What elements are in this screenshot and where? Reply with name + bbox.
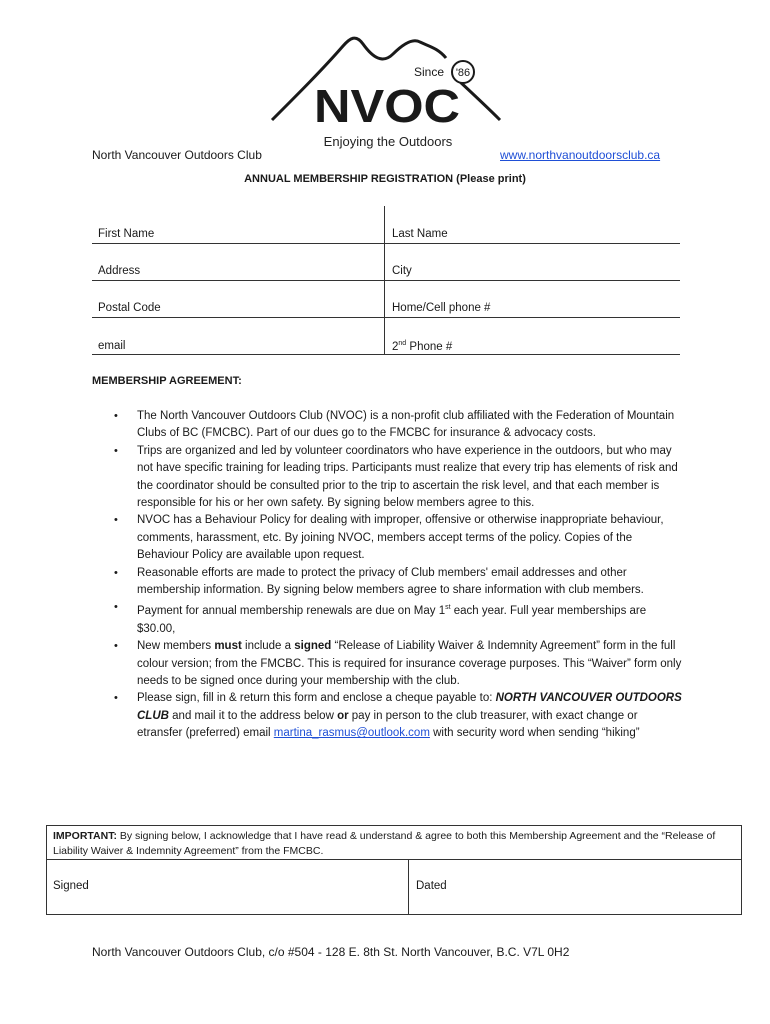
list-item: • Payment for annual membership renewals are due on May 1st each year. Full year memberships are $30.00, [112,599,682,638]
address-city-line[interactable] [92,280,680,281]
last-name-label: Last Name [392,228,448,240]
treasurer-email-link[interactable]: martina_rasmus@outlook.com [273,727,430,740]
address-label: Address [98,265,141,277]
form-title: ANNUAL MEMBERSHIP REGISTRATION (Please print) [244,173,526,185]
logo-year: '86 [455,67,471,79]
nvoc-logo [268,24,504,149]
dated-field[interactable]: Dated [416,880,447,892]
signature-column-divider [408,859,409,915]
list-item: • New members must include a signed “Release of Liability Waiver & Indemnity Agreement” form in the full colour version; from the FMCBC. This is required for insurance coverage purposes. This “Waiver” form only needs to be signed once during your membership with the club. [112,638,682,690]
club-name: North Vancouver Outdoors Club [92,148,262,162]
postal-phone-line[interactable] [92,317,680,318]
important-notice: IMPORTANT: By signing below, I acknowledge that I have read & understand & agree to both this Membership Agreement and the “Release of Liability Waiver & Indemnity Agreement” from the FMCBC. [53,830,716,857]
list-item: • Reasonable efforts are made to protect the privacy of Club members' email addresses and other membership information. By signing below members agree to share information with club members. [112,565,682,600]
list-item: • The North Vancouver Outdoors Club (NVOC) is a non-profit club affiliated with the Federation of Mountain Clubs of BC (FMCBC). Part of our dues go to the FMCBC for insurance & advocacy costs. [112,408,682,443]
logo-since: Since [414,65,445,79]
list-item: • Trips are organized and led by volunteer coordinators who have experience in the outdoors, but who may not have specific training for leading trips. Participants must realize that every trip has elements of risk and the coordinator should be consulted prior to the trip to ascertain the risk level, and that each member is responsible for his or her own safety. By signing below members agree to this. [112,443,682,513]
signature-box [46,825,742,915]
email-phone2-line[interactable] [92,354,680,355]
email-label: email [98,340,126,352]
postal-code-label: Postal Code [98,302,161,314]
agreement-title: MEMBERSHIP AGREEMENT: [92,375,242,387]
website-link[interactable]: www.northvanoutdoorsclub.ca [500,148,661,162]
first-name-label: First Name [98,228,155,240]
second-phone-label: 2nd Phone # [392,340,453,353]
list-item: • Please sign, fill in & return this form and enclose a cheque payable to: NORTH VANCOUVER OUTDOORS CLUB and mail it to the address below or pay in person to the club treasurer, with exact change or etransfer (preferred) email martina_rasmus@outlook.com with security word when sending “hiking” [112,690,682,742]
logo-name: NVOC [314,80,460,132]
city-label: City [392,265,412,277]
agreement-list [112,408,682,743]
signed-field[interactable]: Signed [53,880,89,892]
list-item: • NVOC has a Behaviour Policy for dealing with improper, offensive or otherwise inappropriate behaviour, comments, harassment, etc. By joining NVOC, members accept terms of the policy. Copies of the Behaviour Policy are available upon request. [112,512,682,564]
logo-tagline: Enjoying the Outdoors [323,134,453,149]
first-last-name-line[interactable] [92,243,680,244]
mountain-logo-graphic [268,24,504,146]
footer-address: North Vancouver Outdoors Club, c/o #504 - 128 E. 8th St. North Vancouver, B.C. V7L 0H2 [92,945,570,959]
signature-divider [47,859,741,860]
phone-label: Home/Cell phone # [392,302,491,314]
